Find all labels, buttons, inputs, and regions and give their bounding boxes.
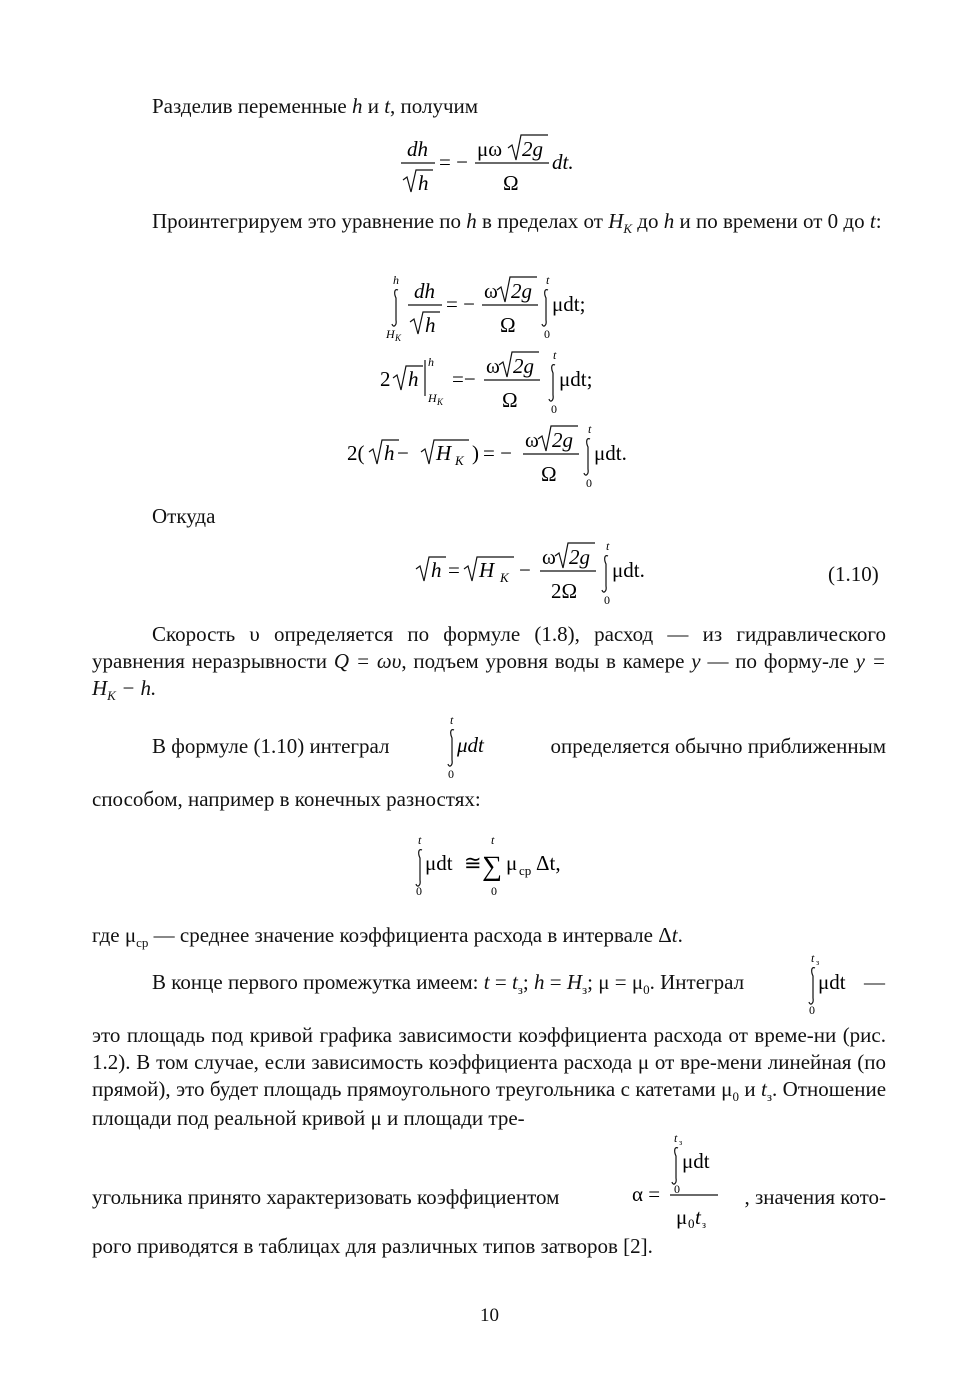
svg-text:μ: μ bbox=[506, 851, 518, 875]
svg-text:0: 0 bbox=[491, 884, 497, 898]
svg-text:0: 0 bbox=[809, 1003, 815, 1017]
svg-text:0: 0 bbox=[674, 1182, 680, 1196]
svg-text:t: t bbox=[811, 951, 815, 965]
equation-number: (1.10) bbox=[828, 562, 879, 586]
svg-text:μω: μω bbox=[477, 137, 503, 161]
svg-text:ω: ω bbox=[484, 279, 498, 303]
svg-text:−: − bbox=[519, 558, 531, 582]
svg-text:з: з bbox=[702, 1220, 706, 1231]
svg-text:= −: = − bbox=[483, 441, 512, 465]
inline-integral-2 bbox=[803, 950, 859, 1020]
svg-text:h: h bbox=[428, 355, 434, 369]
page-number: 10 bbox=[480, 1305, 499, 1326]
svg-text:=−: =− bbox=[452, 367, 476, 391]
svg-text:μdt: μdt bbox=[682, 1149, 710, 1173]
paragraph-otkuda: Откуда bbox=[152, 504, 216, 528]
svg-text:K: K bbox=[500, 570, 509, 585]
svg-text:Ω: Ω bbox=[541, 462, 557, 486]
svg-text:h: h bbox=[425, 313, 436, 337]
paragraph-6: где $\mu_{ср}$ — среднее значение коэффициента расхода в интервале Δt. bbox=[92, 923, 683, 950]
svg-text:= −: = − bbox=[446, 292, 475, 316]
svg-text:h: h bbox=[393, 273, 399, 287]
svg-text:=: = bbox=[448, 558, 460, 582]
svg-text:0: 0 bbox=[416, 884, 422, 898]
svg-text:μdt.: μdt. bbox=[594, 441, 627, 465]
svg-text:H: H bbox=[428, 391, 437, 405]
svg-text:Ω: Ω bbox=[500, 313, 516, 337]
svg-text:h: h bbox=[431, 558, 442, 582]
svg-text:h: h bbox=[384, 441, 395, 465]
svg-text:Ω: Ω bbox=[502, 388, 518, 412]
svg-text:ω: ω bbox=[525, 428, 539, 452]
paragraph-5: способом, например в конечных разностях: bbox=[92, 787, 481, 811]
svg-text:h: h bbox=[408, 367, 419, 391]
svg-text:0: 0 bbox=[448, 767, 454, 781]
paragraph-10: рого приводятся в таблицах для различных типов затворов [2]. bbox=[92, 1234, 653, 1258]
svg-text:h: h bbox=[418, 171, 429, 195]
svg-text:2: 2 bbox=[380, 367, 391, 391]
svg-text:2g: 2g bbox=[511, 279, 532, 303]
svg-text:−: − bbox=[397, 441, 409, 465]
svg-text:α =: α = bbox=[632, 1182, 661, 1206]
svg-text:t: t bbox=[418, 833, 422, 847]
svg-text:Δt,: Δt, bbox=[536, 851, 561, 875]
svg-text:t: t bbox=[450, 713, 454, 727]
svg-text:з: з bbox=[679, 1138, 683, 1147]
svg-text:K: K bbox=[395, 333, 402, 343]
svg-text:μdt: μdt bbox=[457, 733, 484, 757]
paragraph-2: Проинтегрируем это уравнение по h в пределах от $H_K$ до h и по времени от 0 до t: bbox=[152, 209, 882, 236]
svg-text:t: t bbox=[553, 348, 557, 362]
formula-2 bbox=[380, 272, 620, 344]
inline-integral-1 bbox=[442, 712, 498, 782]
svg-text:з: з bbox=[816, 958, 820, 967]
formula-3 bbox=[378, 346, 618, 418]
svg-text:ср: ср bbox=[519, 863, 532, 878]
svg-text:dt.: dt. bbox=[552, 150, 574, 174]
svg-text:2g: 2g bbox=[513, 354, 534, 378]
svg-text:= −: = − bbox=[439, 150, 468, 174]
svg-text:0: 0 bbox=[586, 476, 592, 490]
svg-text:ω: ω bbox=[486, 354, 500, 378]
svg-text:t: t bbox=[491, 833, 495, 847]
formula-alpha bbox=[630, 1128, 730, 1232]
svg-text:0: 0 bbox=[544, 327, 550, 341]
paragraph-8: это площадь под кривой графика зависимости коэффициента расхода от време-ни (рис. 1.2). В том случае, если зависимость коэффициента расхода μ от вре-мени линейная (по прямой), это будет площадь прямоугольного треугольника с катетами $\mu_0$ и $t_з$. Отношение площади под реальной кривой μ и площади тре- bbox=[92, 1023, 887, 1130]
svg-text:μdt: μdt bbox=[425, 851, 453, 875]
formula-1 bbox=[395, 130, 595, 198]
svg-text:K: K bbox=[455, 453, 464, 468]
paragraph-9-start: угольника принято характеризовать коэффициентом bbox=[92, 1185, 560, 1209]
paragraph-9-end: , значения кото- bbox=[744, 1185, 886, 1209]
svg-text:dh: dh bbox=[414, 279, 435, 303]
svg-text:μdt.: μdt. bbox=[612, 558, 645, 582]
svg-text:t: t bbox=[674, 1131, 678, 1145]
svg-text:): ) bbox=[472, 441, 479, 465]
svg-text:μdt;: μdt; bbox=[559, 367, 593, 391]
svg-text:t: t bbox=[606, 539, 610, 553]
svg-text:μ: μ bbox=[676, 1205, 688, 1229]
svg-text:t: t bbox=[695, 1205, 701, 1229]
paragraph-7-start: В конце первого промежутка имеем: $t = t_з$; $h = H_з$; $\mu = \mu_0$. Интеграл bbox=[152, 970, 745, 997]
svg-text:2(: 2( bbox=[347, 441, 365, 465]
svg-text:2g: 2g bbox=[552, 428, 573, 452]
svg-text:H: H bbox=[479, 558, 495, 582]
svg-text:2g: 2g bbox=[522, 137, 543, 161]
svg-text:0: 0 bbox=[688, 1216, 695, 1231]
paragraph-7-dash: — bbox=[864, 970, 885, 994]
svg-text:K: K bbox=[437, 397, 444, 407]
svg-text:μdt;: μdt; bbox=[552, 292, 586, 316]
paragraph-1: Разделив переменные h и t, получим bbox=[152, 94, 479, 118]
svg-text:2Ω: 2Ω bbox=[551, 579, 578, 603]
formula-5 bbox=[414, 537, 674, 609]
paragraph-4-end: определяется обычно приближенным bbox=[550, 734, 886, 758]
svg-text:Ω: Ω bbox=[503, 171, 519, 195]
sum-sign: ∑ bbox=[482, 851, 502, 882]
svg-text:t: t bbox=[546, 273, 550, 287]
paragraph-4-start: В формуле (1.10) интеграл bbox=[152, 734, 390, 758]
svg-text:dh: dh bbox=[407, 137, 428, 161]
svg-text:t: t bbox=[588, 422, 592, 436]
paragraph-3: Скорость υ определяется по формуле (1.8), расход — из гидравлического уравнения неразрывности Q = ωυ, подъем уровня воды в камере y — по форму-ле $y = H_K - h$. bbox=[92, 622, 886, 703]
svg-text:H: H bbox=[436, 441, 452, 465]
svg-text:H: H bbox=[386, 327, 395, 341]
svg-text:0: 0 bbox=[551, 402, 557, 416]
svg-text:μdt: μdt bbox=[818, 970, 846, 994]
svg-text:0: 0 bbox=[604, 593, 610, 607]
formula-4 bbox=[345, 420, 655, 492]
formula-6 bbox=[410, 832, 590, 902]
svg-text:2g: 2g bbox=[569, 545, 590, 569]
svg-text:≅: ≅ bbox=[464, 851, 482, 875]
svg-text:ω: ω bbox=[542, 545, 556, 569]
